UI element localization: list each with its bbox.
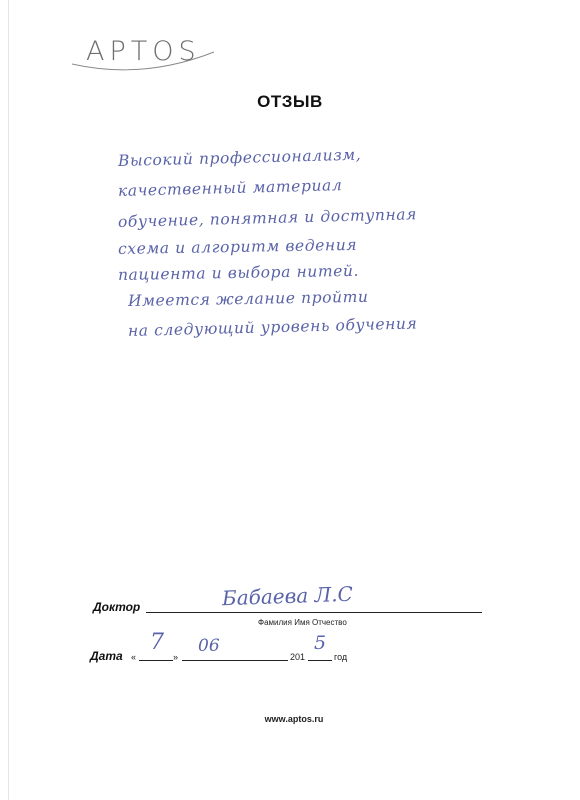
date-day: 7 bbox=[150, 630, 164, 655]
year-suffix: год bbox=[334, 652, 348, 662]
year-prefix: 201 bbox=[290, 652, 306, 662]
day-line bbox=[139, 660, 173, 661]
review-line: пациента и выбора нитей. bbox=[117, 261, 360, 284]
year-digit: 5 bbox=[314, 632, 327, 654]
page-title: ОТЗЫВ bbox=[257, 92, 323, 111]
review-line: Высокий профессионализм, bbox=[117, 145, 362, 170]
review-line: обучение, понятная и доступная bbox=[117, 205, 418, 231]
doctor-label: Доктор bbox=[93, 600, 141, 614]
review-line: на следующий уровень обучения bbox=[127, 314, 418, 340]
quote-open: « bbox=[131, 652, 137, 662]
review-line: Имеется желание пройти bbox=[127, 287, 369, 310]
logo-text: APTOS bbox=[86, 36, 201, 67]
date-month: 06 bbox=[198, 636, 220, 656]
date-label: Дата bbox=[90, 649, 123, 663]
year-line bbox=[308, 660, 332, 661]
month-line bbox=[182, 660, 288, 661]
doctor-name-line bbox=[146, 612, 482, 613]
review-line: схема и алгоритм ведения bbox=[117, 235, 358, 258]
doctor-signature: Бабаева Л.С bbox=[221, 581, 354, 611]
website-link[interactable]: www.aptos.ru bbox=[264, 714, 324, 724]
fio-caption: Фамилия Имя Отчество bbox=[258, 618, 347, 627]
review-line: качественный материал bbox=[117, 176, 343, 200]
quote-close: » bbox=[173, 652, 179, 662]
